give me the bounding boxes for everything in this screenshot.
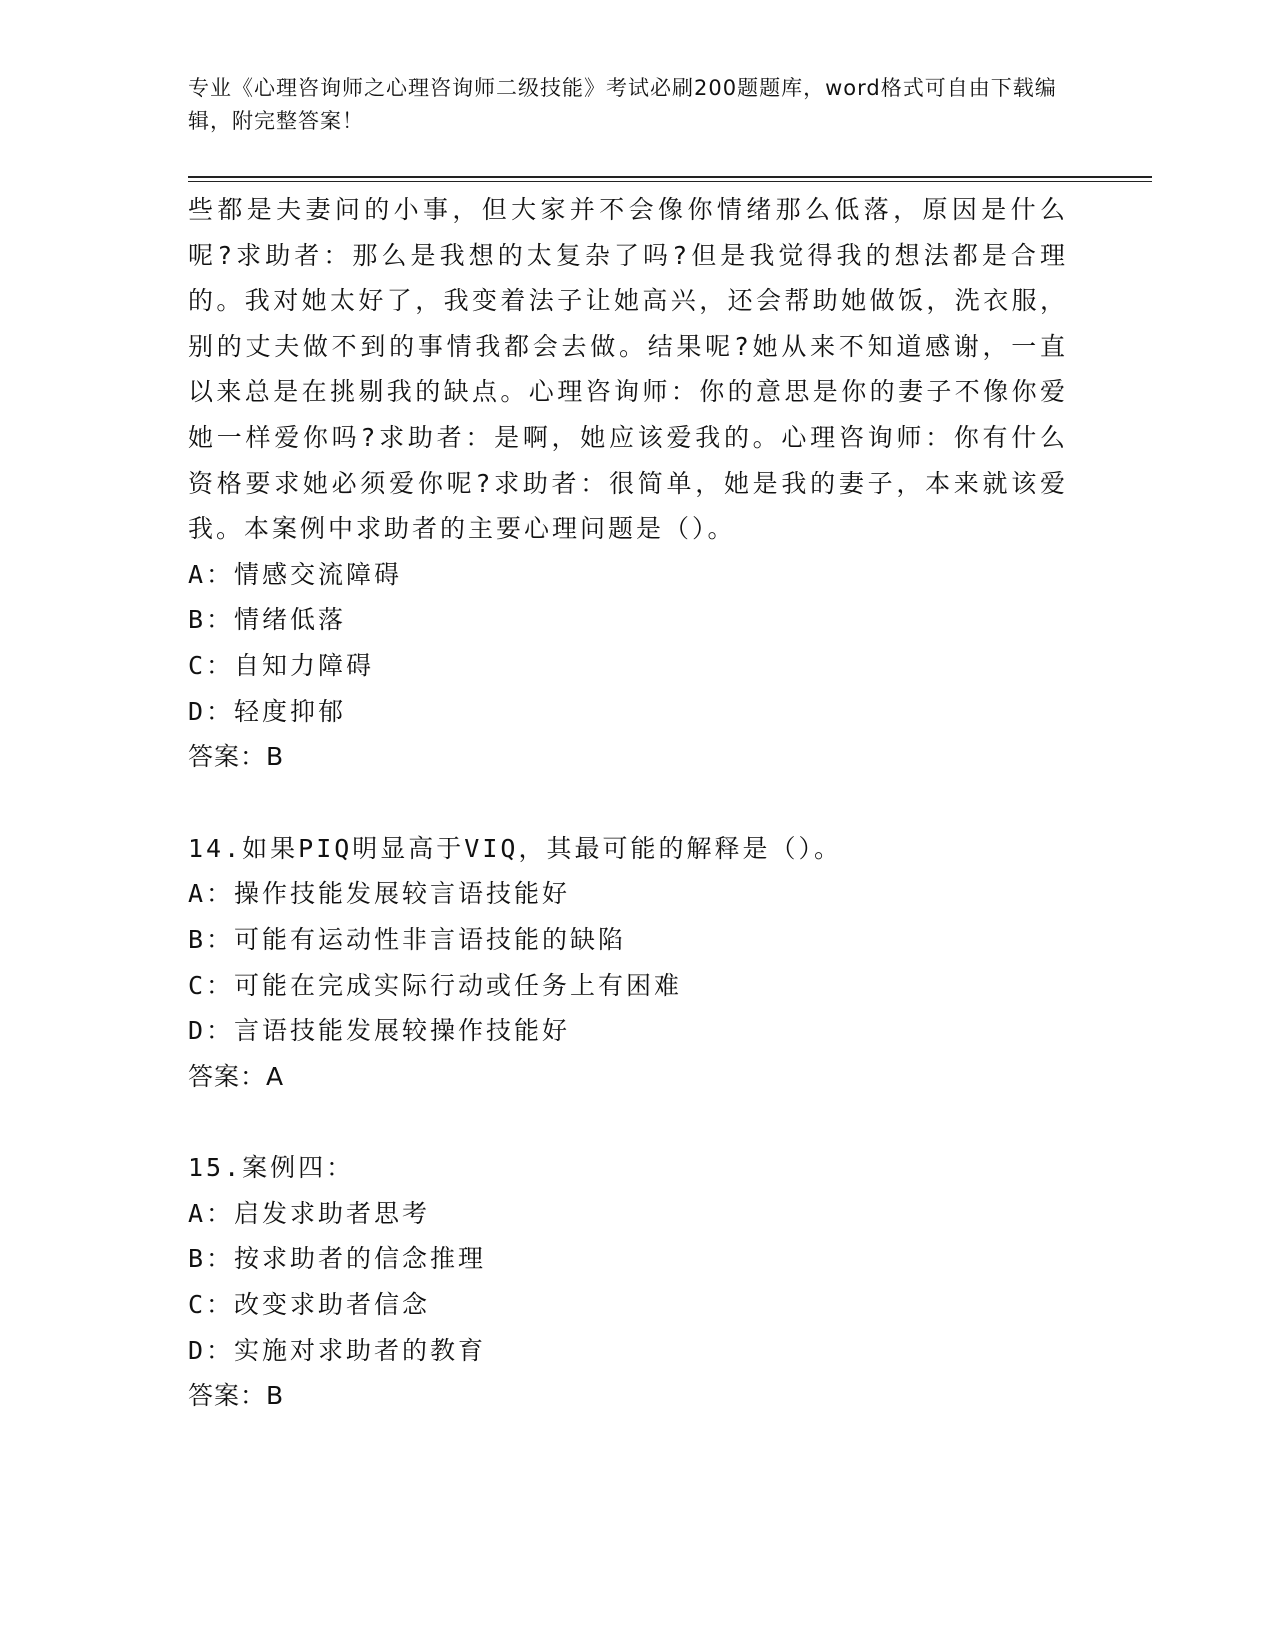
option-b: B：可能有运动性非言语技能的缺陷 — [188, 924, 627, 954]
answer-line: 答案：A — [188, 1061, 285, 1091]
question-stem: 15.案例四： — [188, 1153, 355, 1183]
option-d: D：言语技能发展较操作技能好 — [188, 1016, 571, 1046]
page-header: 专业《心理咨询师之心理咨询师二级技能》考试必刷200题题库，word格式可自由下载编辑，附完整答案！ — [188, 76, 1057, 133]
option-b: B：按求助者的信念推理 — [188, 1244, 487, 1274]
spacer — [188, 780, 1068, 826]
header-rule-thick — [188, 176, 1152, 178]
option-a: A：操作技能发展较言语技能好 — [188, 879, 571, 909]
question-content — [188, 187, 1068, 1419]
option-d: D：轻度抑郁 — [188, 696, 347, 726]
question-stem: 些都是夫妻问的小事，但大家并不会像你情绪那么低落，原因是什么呢?求助者：那么是我想的太复杂了吗?但是我觉得我的想法都是合理的。我对她太好了，我变着法子让她高兴，还会帮助她做饭，洗衣服，别的丈夫做不到的事情我都会去做。结果呢?她从来不知道感谢，一直以来总是在挑剔我的缺点。心理咨询师：你的意思是你的妻子不像你爱她一样爱你吗?求助者：是啊，她应该爱我的。心理咨询师：你有什么资格要求她必须爱你呢?求助者：很简单，她是我的妻子，本来就该爱我。本案例中求助者的主要心理问题是（）。 — [188, 195, 1068, 544]
option-a: A：情感交流障碍 — [188, 559, 403, 589]
header-rule-thin — [188, 181, 1152, 182]
option-d: D：实施对求助者的教育 — [188, 1335, 487, 1365]
answer-line: 答案：B — [188, 742, 285, 772]
question-stem: 14.如果PIQ明显高于VIQ，其最可能的解释是（）。 — [188, 833, 842, 863]
option-c: C：改变求助者信念 — [188, 1290, 431, 1320]
question-13 — [188, 187, 1068, 780]
option-c: C：自知力障碍 — [188, 650, 375, 680]
option-c: C：可能在完成实际行动或任务上有困难 — [188, 970, 683, 1000]
question-15 — [188, 1145, 1068, 1419]
question-14 — [188, 826, 1068, 1100]
option-b: B：情绪低落 — [188, 605, 347, 635]
spacer — [188, 1099, 1068, 1145]
answer-line: 答案：B — [188, 1381, 285, 1411]
option-a: A：启发求助者思考 — [188, 1198, 431, 1228]
